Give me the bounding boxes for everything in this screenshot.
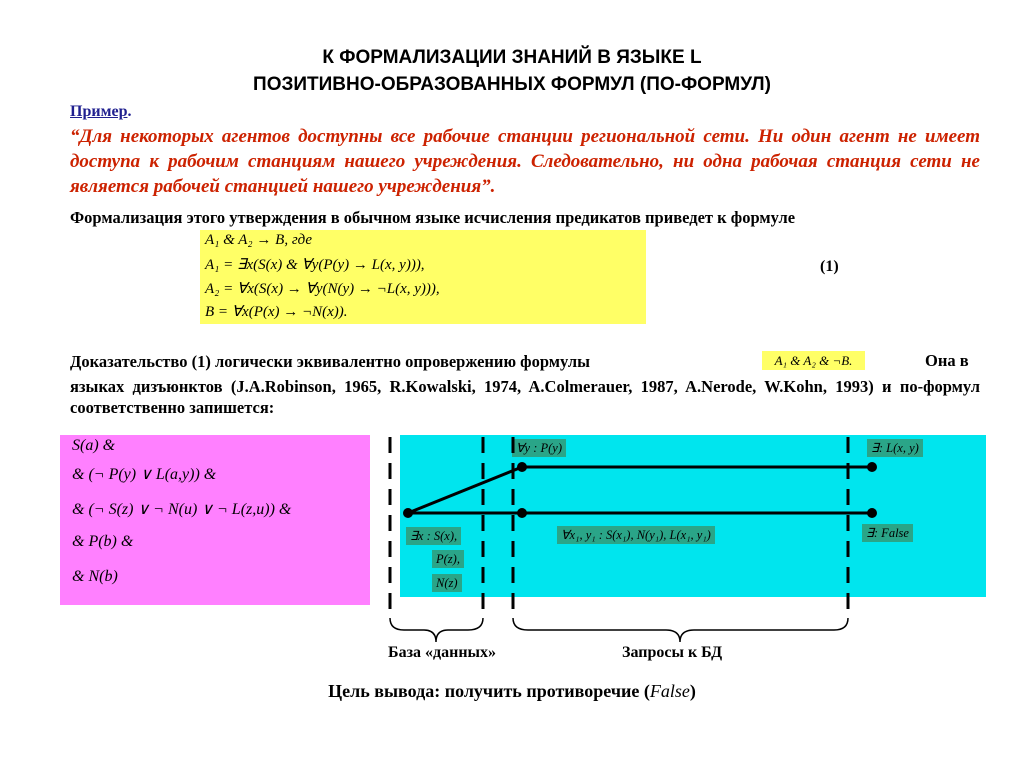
tag-p-z: P(z), bbox=[432, 550, 464, 568]
title-line-2: ПОЗИТИВНО-ОБРАЗОВАННЫХ ФОРМУЛ (ПО-ФОРМУЛ) bbox=[253, 74, 771, 95]
tag-exists-false: ∃: False bbox=[862, 524, 913, 542]
tag-n-z: N(z) bbox=[432, 574, 462, 592]
clause-line: & N(b) bbox=[72, 568, 118, 585]
formula-line: A₁ & A₂ → B, где bbox=[205, 232, 313, 248]
goal-false: False bbox=[649, 681, 690, 701]
brace-queries bbox=[513, 618, 848, 642]
quote-text: “Для некоторых агентов доступны все рабочие станции региональной сети. Ни один агент не имеет доступа к рабочим станциям нашего учреждения. Следовательно, ни одна рабочая станция сети не является рабочей станцией нашего учреждения”. bbox=[70, 126, 980, 197]
formula-line: A₁ = ∃x(S(x) & ∀y(P(y) → L(x, y))), bbox=[205, 257, 425, 273]
formula-line: A₂ = ∀x(S(x) → ∀y(N(y) → ¬L(x, y))), bbox=[205, 281, 440, 297]
clause-line: S(a) & bbox=[72, 437, 116, 454]
label-database: База «данных» bbox=[388, 644, 497, 661]
proof-line-1-start: Доказательство (1) логически эквивалентно опровержению формулы bbox=[70, 352, 590, 371]
label-queries: Запросы к БД bbox=[622, 644, 723, 661]
proof-line-1-end: Она в bbox=[925, 351, 969, 370]
formalization-text: Формализация этого утверждения в обычном языке исчисления предикатов приведет к формуле bbox=[70, 208, 796, 227]
goal-text bbox=[0, 681, 1024, 702]
goal-close: ) bbox=[689, 681, 696, 701]
goal-main: Цель вывода: получить противоречие ( bbox=[328, 681, 650, 701]
inline-formula: A₁ & A₂ & ¬B. bbox=[762, 351, 865, 370]
title-line-1: К ФОРМАЛИЗАЦИИ ЗНАНИЙ В ЯЗЫКЕ L bbox=[322, 47, 702, 68]
clause-line: & (¬ S(z) ∨ ¬ N(u) ∨ ¬ L(z,u)) & bbox=[72, 501, 292, 518]
proof-rest: языках дизъюнктов (J.A.Robinson, 1965, R.Kowalski, 1974, A.Colmerauer, 1987, A.Nerode, W.Kohn, 1993) и по-формул соответственно запишется: bbox=[70, 377, 980, 417]
example-label-text: Пример bbox=[70, 103, 128, 120]
tag-forall-y: ∀y : P(y) bbox=[512, 439, 566, 457]
brace-database bbox=[390, 618, 483, 642]
tag-exists-l: ∃: L(x, y) bbox=[867, 439, 923, 457]
example-label-dot: . bbox=[127, 103, 132, 120]
tag-exists-s: ∃x : S(x), bbox=[406, 527, 461, 545]
clause-line: & P(b) & bbox=[72, 533, 134, 550]
equation-number: (1) bbox=[820, 258, 839, 275]
tag-forall-x1-y1: ∀x₁, y₁ : S(x₁), N(y₁), L(x₁, y₁) bbox=[557, 526, 715, 544]
clause-line: & (¬ P(y) ∨ L(a,y)) & bbox=[72, 466, 217, 483]
formula-line: B = ∀x(P(x) → ¬N(x)). bbox=[205, 304, 348, 320]
